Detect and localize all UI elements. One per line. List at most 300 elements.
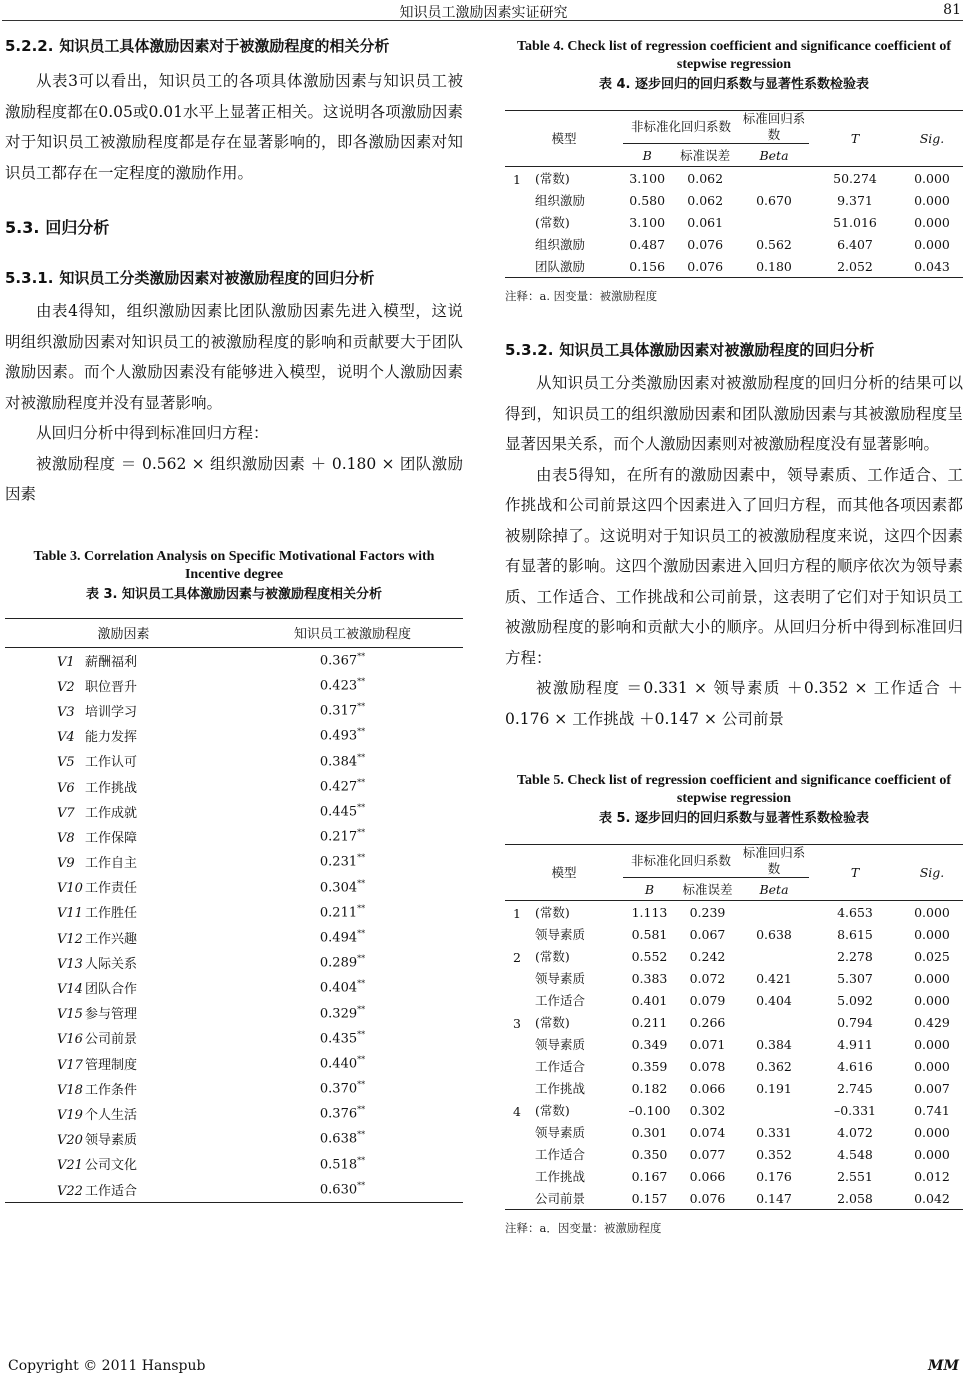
caption-english: Table 4. Check list of regression coefficient and significance coefficient of stepwise regression	[516, 39, 952, 72]
significance-mark: **	[357, 903, 366, 913]
sig-value: 0.000	[914, 992, 950, 1008]
factor-name: 工作挑战	[85, 780, 138, 796]
running-header	[0, 0, 967, 22]
se-value: 0.062	[687, 170, 724, 186]
correlation-value: 0.289	[319, 955, 358, 971]
correlation-value: 0.423	[319, 678, 358, 694]
model-cell	[505, 1121, 623, 1143]
factor-cell	[5, 698, 242, 723]
left-column	[5, 34, 463, 1203]
se-value: 0.071	[689, 1036, 726, 1052]
table-row	[505, 211, 963, 233]
sig-value: 0.000	[914, 236, 950, 252]
section-title: 知识员工具体激励因素对被激励程度的回归分析	[559, 341, 875, 359]
column-header-unstandardized: 非标准化回归系数	[623, 845, 739, 878]
table-row	[505, 189, 963, 211]
factor-cell	[5, 1151, 242, 1176]
significance-mark: **	[357, 702, 366, 712]
correlation-cell	[242, 1000, 463, 1025]
correlation-value: 0.384	[319, 754, 358, 769]
factor-name: 领导素质	[85, 1133, 138, 1149]
t-value: 4.548	[837, 1146, 873, 1162]
factor-code: V11	[57, 906, 83, 922]
factor-name: 职位晋升	[85, 679, 138, 695]
se-value: 0.061	[687, 214, 724, 230]
table-row	[505, 1165, 963, 1187]
factor-name: 工作责任	[85, 881, 138, 897]
factor-cell	[5, 1051, 242, 1076]
b-value: –0.100	[628, 1102, 671, 1118]
se-value: 0.074	[689, 1124, 726, 1140]
factor-cell	[5, 673, 242, 698]
model-cell	[505, 1011, 623, 1033]
factor-code: V4	[57, 730, 75, 746]
caption-english: Table 5. Check list of regression coefficient and significance coefficient of stepwise regression	[516, 773, 952, 806]
caption-chinese: 表 3. 知识员工具体激励因素与被激励程度相关分析	[85, 586, 383, 602]
beta-value: 0.352	[756, 1146, 792, 1162]
model-cell	[505, 945, 623, 967]
correlation-value: 0.445	[319, 804, 358, 820]
correlation-value: 0.518	[319, 1157, 358, 1172]
table-row	[5, 1076, 463, 1101]
factor-code: V16	[57, 1032, 83, 1048]
section-number: 5.2.2.	[5, 37, 54, 55]
beta-value	[739, 945, 809, 967]
sig-value: 0.007	[914, 1080, 950, 1096]
table-5-note: 注释：a．因变量：被激励程度	[505, 1221, 662, 1235]
table-row	[5, 950, 463, 975]
correlation-cell	[242, 975, 463, 1000]
beta-value: 0.331	[756, 1124, 792, 1140]
variable-name: 工作适合	[535, 1059, 586, 1074]
factor-name: 工作条件	[85, 1082, 138, 1098]
variable-name: 组织激励	[535, 193, 586, 208]
correlation-value: 0.304	[319, 879, 358, 895]
table-row	[5, 748, 463, 773]
t-value: 5.307	[837, 970, 873, 986]
sig-value: 0.025	[914, 948, 950, 964]
beta-value: 0.638	[756, 926, 792, 942]
table-row	[5, 824, 463, 849]
correlation-cell	[242, 824, 463, 849]
table-row	[5, 723, 463, 748]
factor-cell	[5, 647, 242, 673]
beta-value: 0.147	[756, 1190, 792, 1206]
factor-code: V21	[57, 1158, 83, 1174]
factor-name: 工作保障	[85, 830, 138, 846]
table-row	[5, 1101, 463, 1126]
correlation-cell	[242, 773, 463, 798]
correlation-cell	[242, 1076, 463, 1101]
se-value: 0.066	[689, 1080, 726, 1096]
section-number: 5.3.1.	[5, 269, 54, 287]
se-value: 0.266	[689, 1014, 726, 1030]
model-cell	[505, 233, 623, 255]
table-row	[5, 899, 463, 924]
copyright-notice: Copyright © 2011 Hanspub	[8, 1358, 206, 1374]
factor-name: 人际关系	[85, 956, 138, 972]
table-row	[505, 945, 963, 967]
section-5-3-heading	[5, 216, 463, 240]
correlation-cell	[242, 1126, 463, 1151]
table-body	[5, 647, 463, 1202]
factor-cell	[5, 874, 242, 899]
t-value: 0.794	[837, 1014, 873, 1030]
variable-name: (常数)	[535, 905, 570, 920]
significance-mark: **	[357, 727, 366, 737]
sig-value: 0.043	[914, 258, 950, 274]
regression-equation: 被激励程度 ＝0.331 × 领导素质 ＋0.352 × 工作适合 ＋0.176 × 工作挑战 ＋0.147 × 公司前景	[505, 679, 963, 728]
se-value: 0.078	[689, 1058, 726, 1074]
table-row	[505, 989, 963, 1011]
variable-name: (常数)	[535, 171, 570, 186]
column-header-unstandardized: 非标准化回归系数	[623, 111, 739, 144]
beta-value: 0.670	[756, 192, 792, 208]
se-value: 0.077	[689, 1146, 726, 1162]
variable-name: 工作挑战	[535, 1081, 586, 1096]
b-value: 0.580	[629, 192, 666, 208]
sig-value: 0.012	[914, 1168, 950, 1184]
significance-mark: **	[357, 1155, 366, 1165]
b-value: 0.383	[631, 970, 668, 986]
t-value: 4.653	[837, 904, 873, 920]
significance-mark: **	[357, 1080, 366, 1090]
correlation-cell	[242, 925, 463, 950]
table-row	[505, 167, 963, 190]
beta-value: 0.180	[756, 258, 792, 274]
table-4-caption	[505, 38, 963, 94]
se-value: 0.079	[689, 992, 726, 1008]
table-row	[505, 255, 963, 278]
beta-value	[739, 167, 809, 190]
factor-name: 参与管理	[85, 1007, 138, 1023]
table-row	[505, 1033, 963, 1055]
beta-value: 0.421	[756, 970, 792, 986]
significance-mark: **	[357, 979, 366, 989]
significance-mark: **	[357, 1105, 366, 1115]
b-value: 0.487	[629, 236, 666, 252]
model-cell	[505, 1077, 623, 1099]
factor-cell	[5, 723, 242, 748]
correlation-value: 0.494	[319, 930, 358, 946]
factor-code: V12	[57, 931, 83, 947]
correlation-value: 0.376	[319, 1106, 358, 1122]
b-value: 0.581	[631, 926, 668, 942]
table-5-caption	[505, 772, 963, 828]
t-value: 4.616	[837, 1058, 873, 1074]
section-5-3-2-paragraph-1: 从知识员工分类激励因素对被激励程度的回归分析的结果可以得到，知识员工的组织激励因素和团队激励因素与其被激励程度呈显著因果关系，而个人激励因素则对被激励程度没有显著影响。	[505, 374, 963, 453]
factor-name: 工作兴趣	[85, 931, 138, 947]
factor-code: V20	[57, 1133, 83, 1149]
table-row	[5, 925, 463, 950]
model-cell	[505, 189, 623, 211]
factor-cell	[5, 773, 242, 798]
se-value: 0.062	[687, 192, 724, 208]
caption-chinese: 表 5. 逐步回归的回归系数与显著性系数检验表	[598, 811, 870, 826]
factor-cell	[5, 975, 242, 1000]
table-row	[505, 1011, 963, 1033]
variable-name: 领导素质	[535, 1125, 586, 1140]
variable-name: 公司前景	[535, 1191, 586, 1206]
beta-value	[739, 901, 809, 924]
factor-name: 工作认可	[85, 755, 138, 771]
correlation-value: 0.638	[319, 1131, 358, 1147]
table-4	[505, 110, 963, 278]
column-header-se: 标准误差	[671, 144, 739, 167]
b-value: 0.350	[631, 1146, 668, 1162]
section-title: 知识员工具体激励因素对于被激励程度的相关分析	[59, 37, 390, 55]
se-value: 0.066	[689, 1168, 726, 1184]
factor-code: V6	[57, 780, 75, 796]
factor-code: V14	[57, 982, 83, 998]
column-header: 知识员工被激励程度	[242, 618, 463, 647]
caption-english: Table 3. Correlation Analysis on Specific Motivational Factors with Incentive degree	[33, 548, 435, 582]
table-5	[505, 844, 963, 1210]
table-row	[5, 975, 463, 1000]
variable-name: (常数)	[535, 1103, 570, 1118]
correlation-cell	[242, 1051, 463, 1076]
b-value: 0.301	[631, 1124, 668, 1140]
factor-cell	[5, 1176, 242, 1202]
correlation-cell	[242, 698, 463, 723]
variable-name: 领导素质	[535, 1037, 586, 1052]
factor-cell	[5, 1101, 242, 1126]
factor-name: 工作胜任	[85, 906, 138, 922]
factor-name: 薪酬福利	[85, 654, 138, 670]
table-header-row	[505, 845, 963, 878]
table-row	[5, 1126, 463, 1151]
beta-value: 0.404	[756, 992, 792, 1008]
b-value: 0.157	[631, 1190, 668, 1206]
t-value: 5.092	[837, 992, 873, 1008]
sig-value: 0.429	[914, 1014, 950, 1030]
table-row	[505, 1187, 963, 1210]
t-value: 2.058	[837, 1190, 873, 1206]
correlation-value: 0.404	[319, 980, 358, 996]
sig-value: 0.000	[914, 926, 950, 942]
b-value: 0.401	[631, 992, 668, 1008]
b-value: 0.182	[631, 1080, 668, 1096]
sig-value: 0.000	[914, 1058, 950, 1074]
table-row	[505, 1055, 963, 1077]
variable-name: 工作挑战	[535, 1169, 586, 1184]
significance-mark: **	[357, 828, 366, 838]
correlation-cell	[242, 1101, 463, 1126]
se-value: 0.076	[687, 236, 724, 252]
factor-code: V18	[57, 1082, 83, 1098]
b-value: 0.552	[631, 948, 668, 964]
caption-chinese: 表 4. 逐步回归的回归系数与显著性系数检验表	[598, 77, 870, 92]
model-cell	[505, 1033, 623, 1055]
factor-cell	[5, 1076, 242, 1101]
column-header-model: 模型	[505, 111, 623, 167]
model-cell	[505, 1143, 623, 1165]
table-body	[505, 111, 963, 278]
table-3	[5, 618, 463, 1203]
table-row	[505, 901, 963, 924]
significance-mark: **	[357, 1004, 366, 1014]
column-header-t: T	[809, 845, 901, 901]
model-cell	[505, 1187, 623, 1210]
variable-name: 工作适合	[535, 1147, 586, 1162]
variable-name: 领导素质	[535, 971, 586, 986]
correlation-value: 0.211	[319, 905, 358, 921]
sig-value: 0.000	[914, 904, 950, 920]
factor-name: 工作自主	[85, 856, 138, 872]
section-5-3-1-paragraph: 由表4得知，组织激励因素比团队激励因素先进入模型，这说明组织激励因素对知识员工的被激励程度的影响和贡献要大于团队激励因素。而个人激励因素没有能够进入模型，说明个人激励因素对被激励程度并没有显著影响。	[5, 302, 463, 412]
sig-value: 0.000	[914, 1146, 950, 1162]
factor-code: V2	[57, 679, 75, 695]
table-row	[5, 773, 463, 798]
table-header-row	[505, 111, 963, 144]
factor-cell	[5, 849, 242, 874]
table-row	[5, 1051, 463, 1076]
factor-cell	[5, 824, 242, 849]
b-value: 3.100	[629, 214, 666, 230]
column-header-b: B	[623, 144, 671, 167]
significance-mark: **	[357, 752, 366, 762]
correlation-cell	[242, 673, 463, 698]
header-rule	[2, 20, 963, 21]
factor-code: V17	[57, 1057, 83, 1073]
factor-code: V15	[57, 1007, 83, 1023]
correlation-value: 0.317	[319, 703, 358, 719]
factor-code: V7	[57, 805, 75, 821]
sig-value: 0.042	[914, 1190, 950, 1206]
factor-code: V10	[57, 881, 83, 897]
model-number: 4	[513, 1104, 521, 1119]
table-row	[5, 874, 463, 899]
factor-name: 工作适合	[85, 1183, 138, 1199]
table-row	[5, 849, 463, 874]
model-number: 1	[513, 906, 521, 921]
column-header-standardized: 标准回归系数	[739, 845, 809, 878]
running-title: 知识员工激励因素实证研究	[399, 5, 568, 21]
b-value: 1.113	[631, 904, 668, 920]
table-row	[5, 799, 463, 824]
factor-name: 能力发挥	[85, 730, 138, 746]
se-value: 0.076	[687, 258, 724, 274]
significance-mark: **	[357, 1054, 366, 1064]
model-number: 1	[513, 172, 521, 187]
correlation-cell	[242, 799, 463, 824]
column-header-standardized: 标准回归系数	[739, 111, 809, 144]
section-number: 5.3.	[5, 218, 40, 237]
correlation-value: 0.370	[319, 1081, 358, 1097]
beta-value	[739, 1099, 809, 1121]
section-5-3-1-heading	[5, 266, 463, 290]
t-value: 2.278	[837, 948, 873, 964]
factor-cell	[5, 1000, 242, 1025]
section-5-2-2-paragraph: 从表3可以看出，知识员工的各项具体激励因素与知识员工被激励程度都在0.05或0.01水平上显著正相关。这说明各项激励因素对于知识员工被激励程度都是存在显著影响的，即各激励因素对知识员工都存在一定程度的激励作用。	[5, 72, 463, 182]
t-value: 50.274	[833, 170, 877, 186]
equation-intro: 从回归分析中得到标准回归方程：	[36, 424, 269, 442]
table-row	[5, 1176, 463, 1202]
correlation-value: 0.435	[319, 1031, 358, 1047]
sig-value: 0.000	[914, 170, 950, 186]
variable-name: (常数)	[535, 1015, 570, 1030]
beta-value	[739, 1011, 809, 1033]
t-value: 6.407	[837, 236, 873, 252]
column-header-beta: Beta	[739, 878, 809, 901]
table-row	[505, 1121, 963, 1143]
table-row	[5, 1000, 463, 1025]
significance-mark: **	[357, 853, 366, 863]
factor-cell	[5, 950, 242, 975]
correlation-value: 0.493	[319, 728, 358, 744]
correlation-value: 0.329	[319, 1005, 358, 1021]
sig-value: 0.000	[914, 1124, 950, 1140]
significance-mark: **	[357, 803, 366, 813]
correlation-value: 0.427	[319, 779, 358, 795]
correlation-cell	[242, 899, 463, 924]
factor-name: 培训学习	[85, 704, 138, 720]
model-cell	[505, 1099, 623, 1121]
factor-code: V3	[57, 704, 75, 720]
model-cell	[505, 923, 623, 945]
section-5-3-2-paragraph-2: 由表5得知，在所有的激励因素中，领导素质、工作适合、工作挑战和公司前景这四个因素进入了回归方程，而其他各项因素都被剔除掉了。这说明对于知识员工的被激励程度来说，这四个因素有显著的影响。这四个激励因素进入回归方程的顺序依次为领导素质、工作适合、工作挑战和公司前景，这表明了它们对于知识员工被激励程度的影响和贡献大小的顺序。从回归分析中得到标准回归方程：	[505, 465, 963, 667]
column-header-model: 模型	[505, 845, 623, 901]
sig-value: 0.000	[914, 1036, 950, 1052]
section-5-3-2-heading	[505, 338, 963, 362]
table-row	[505, 1077, 963, 1099]
table-3-caption	[5, 548, 463, 604]
significance-mark: **	[357, 1029, 366, 1039]
factor-code: V22	[57, 1183, 83, 1199]
factor-name: 工作成就	[85, 805, 138, 821]
factor-code: V1	[57, 654, 75, 670]
table-row	[5, 647, 463, 673]
beta-value: 0.362	[756, 1058, 792, 1074]
factor-name: 公司前景	[85, 1032, 138, 1048]
significance-mark: **	[357, 878, 366, 888]
table-row	[505, 967, 963, 989]
model-cell	[505, 167, 623, 190]
significance-mark: **	[357, 928, 366, 938]
t-value: 2.745	[837, 1080, 873, 1096]
t-value: 2.052	[837, 258, 873, 274]
correlation-cell	[242, 723, 463, 748]
beta-value	[739, 211, 809, 233]
variable-name: (常数)	[535, 215, 570, 230]
t-value: 9.371	[837, 192, 873, 208]
b-value: 0.167	[631, 1168, 668, 1184]
sig-value: 0.000	[914, 192, 950, 208]
se-value: 0.239	[689, 904, 726, 920]
table-row	[505, 1143, 963, 1165]
significance-mark: **	[357, 1180, 366, 1190]
page-footer	[8, 1358, 959, 1382]
correlation-cell	[242, 748, 463, 773]
column-header-sig: Sig.	[901, 845, 963, 901]
factor-name: 公司文化	[85, 1158, 138, 1174]
factor-name: 团队合作	[85, 982, 138, 998]
se-value: 0.076	[689, 1190, 726, 1206]
table-row	[505, 233, 963, 255]
regression-equation: 被激励程度 ＝ 0.562 × 组织激励因素 ＋ 0.180 × 团队激励因素	[5, 454, 463, 503]
b-value: 0.211	[631, 1014, 668, 1030]
correlation-cell	[242, 849, 463, 874]
variable-name: 工作适合	[535, 993, 586, 1008]
t-value: 2.551	[837, 1168, 873, 1184]
column-header-sig: Sig.	[901, 111, 963, 167]
factor-cell	[5, 899, 242, 924]
se-value: 0.072	[689, 970, 726, 986]
beta-value: 0.191	[756, 1080, 792, 1096]
se-value: 0.302	[689, 1102, 726, 1118]
column-header-t: T	[809, 111, 901, 167]
model-cell	[505, 255, 623, 278]
